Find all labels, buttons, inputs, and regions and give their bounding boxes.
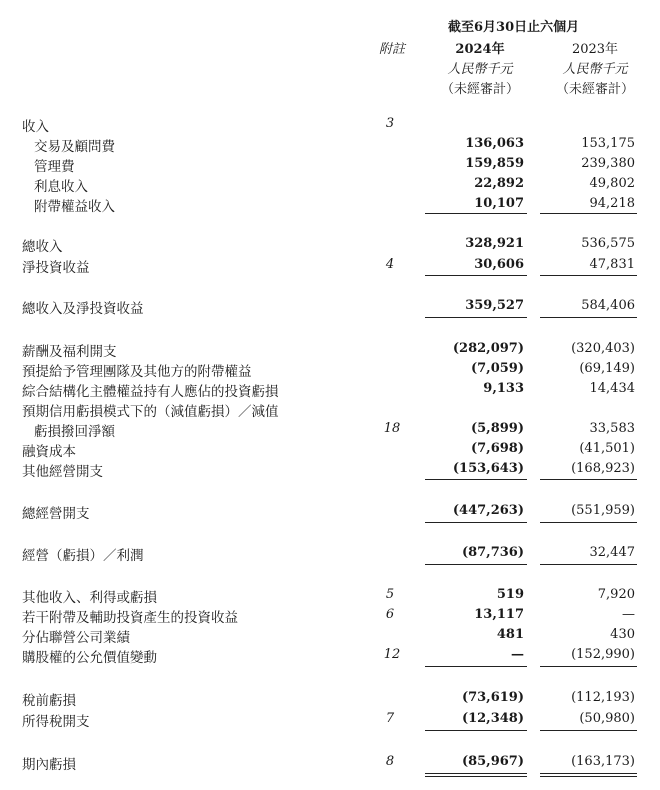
row-value-2024: 136,063	[465, 136, 524, 151]
subtotal-rule-2024	[425, 317, 527, 318]
row-value-2024: (12,348)	[461, 711, 524, 726]
col-2023-year: 2023年	[571, 42, 619, 57]
subtotal-rule-2023	[540, 730, 637, 731]
row-value-2024: 359,527	[465, 298, 524, 313]
col-2023-unit: 人民幣千元	[562, 62, 628, 77]
row-value-2023: 7,920	[597, 587, 635, 602]
subtotal-rule-2023	[540, 522, 637, 523]
row-value-2023: 94,218	[589, 196, 635, 211]
col-2023-audit: （未經審計）	[555, 82, 634, 97]
subtotal-rule-2023	[540, 275, 637, 276]
row-label-option-fair-value: 購股權的公允價值變動	[22, 650, 157, 666]
row-value-2023: 536,575	[581, 236, 635, 251]
subtotal-rule-2024	[425, 213, 527, 214]
subtotal-rule-2024	[425, 666, 527, 667]
row-value-2023: 32,447	[589, 545, 635, 560]
row-note: 7	[385, 711, 395, 726]
row-value-2024: (7,059)	[470, 361, 524, 376]
subtotal-rule-2024	[425, 564, 527, 565]
row-value-2024: 328,921	[465, 236, 524, 251]
row-label-net-investment-gains: 淨投資收益	[22, 260, 90, 276]
subtotal-rule-2024	[425, 522, 527, 523]
row-value-2023: (320,403)	[571, 341, 635, 356]
row-value-2024: 481	[496, 627, 524, 642]
row-value-2023: (50,980)	[579, 711, 635, 726]
row-label-operating-result: 經營（虧損）／利潤	[22, 548, 144, 564]
subtotal-rule-2023	[540, 479, 637, 480]
row-value-2024: 9,133	[483, 381, 524, 396]
row-value-2023: (163,173)	[571, 754, 635, 769]
row-value-2023: 430	[610, 627, 635, 642]
row-value-2024: (87,736)	[461, 545, 524, 560]
row-note: 8	[385, 754, 395, 769]
row-value-2024: (447,263)	[452, 503, 524, 518]
row-label-structured-entities-loss: 綜合結構化主體權益持有人應佔的投資虧損	[22, 384, 279, 400]
row-label-interest-income: 利息收入	[34, 179, 88, 195]
row-note: 18	[383, 421, 401, 436]
row-note: 6	[385, 607, 395, 622]
row-value-2023: (41,501)	[579, 441, 635, 456]
subtotal-rule-2023	[540, 666, 637, 667]
row-value-2023: (69,149)	[579, 361, 635, 376]
row-label-loss-before-tax: 稅前虧損	[22, 693, 76, 709]
subtotal-rule-2024	[425, 730, 527, 731]
row-value-2024: 10,107	[474, 196, 524, 211]
row-label-finance-costs: 融資成本	[22, 444, 76, 460]
row-label-ecl-impairment: 預期信用虧損模式下的（減值虧損）／減值	[22, 404, 279, 420]
row-value-2023: 14,434	[589, 381, 635, 396]
row-value-2023: 584,406	[581, 298, 635, 313]
row-label-carried-interest-accrual: 預提給予管理團隊及其他方的附帶權益	[22, 364, 252, 380]
row-label-ancillary-investment-gains: 若干附帶及輔助投資產生的投資收益	[22, 610, 238, 626]
row-label-impairment-reversal: 虧損撥回淨額	[34, 424, 115, 440]
row-label-income-tax: 所得稅開支	[22, 714, 90, 730]
row-label-management-fees: 管理費	[34, 159, 75, 175]
subtotal-rule-2023	[540, 317, 637, 318]
row-value-2024: 30,606	[474, 257, 524, 272]
row-value-2024: 519	[496, 587, 524, 602]
note-column-header: 附註	[378, 42, 405, 57]
row-value-2024: (282,097)	[452, 341, 524, 356]
row-note: 12	[383, 647, 401, 662]
row-label-transaction-fees: 交易及顧問費	[34, 139, 115, 155]
row-label-total-opex: 總經營開支	[22, 506, 90, 522]
total-double-rule-2024	[425, 773, 527, 777]
row-value-2024: (153,643)	[452, 461, 524, 476]
row-label-carried-interest: 附帶權益收入	[34, 199, 115, 215]
row-label-revenue: 收入	[22, 119, 49, 135]
row-label-other-opex: 其他經營開支	[22, 464, 103, 480]
row-value-2023: 153,175	[581, 136, 635, 151]
row-note-revenue: 3	[385, 116, 395, 131]
row-note: 4	[385, 257, 395, 272]
row-value-2024: (5,899)	[470, 421, 524, 436]
row-value-2024: (73,619)	[461, 690, 524, 705]
row-label-total-revenue-and-gains: 總收入及淨投資收益	[22, 301, 144, 317]
row-value-2024: 159,859	[465, 156, 524, 171]
row-value-2023: 239,380	[581, 156, 635, 171]
row-value-2023: (168,923)	[571, 461, 635, 476]
row-label-other-income: 其他收入、利得或虧損	[22, 590, 157, 606]
row-value-2024: 22,892	[474, 176, 524, 191]
row-label-share-of-associates: 分佔聯營公司業績	[22, 630, 130, 646]
subtotal-rule-2024	[425, 275, 527, 276]
col-2024-audit: （未經審計）	[440, 82, 519, 97]
row-value-2024: (85,967)	[461, 754, 524, 769]
row-label-total-revenue: 總收入	[22, 239, 63, 255]
row-value-2023: —	[622, 607, 635, 622]
row-value-2024: (7,698)	[470, 441, 524, 456]
row-value-2023: 33,583	[589, 421, 635, 436]
subtotal-rule-2023	[540, 213, 637, 214]
row-value-2023: (112,193)	[571, 690, 635, 705]
row-value-2024: —	[511, 647, 524, 662]
subtotal-rule-2023	[540, 564, 637, 565]
row-value-2023: (551,959)	[571, 503, 635, 518]
period-header: 截至6月30日止六個月	[448, 20, 580, 35]
row-value-2023: 47,831	[589, 257, 635, 272]
row-label-compensation: 薪酬及福利開支	[22, 344, 117, 360]
col-2024-year: 2024年	[455, 42, 505, 57]
row-label-loss-for-period: 期內虧損	[22, 757, 76, 773]
total-double-rule-2023	[540, 773, 637, 777]
row-value-2024: 13,117	[474, 607, 524, 622]
subtotal-rule-2024	[425, 479, 527, 480]
row-note: 5	[385, 587, 395, 602]
row-value-2023: 49,802	[589, 176, 635, 191]
row-value-2023: (152,990)	[571, 647, 635, 662]
col-2024-unit: 人民幣千元	[447, 62, 513, 77]
